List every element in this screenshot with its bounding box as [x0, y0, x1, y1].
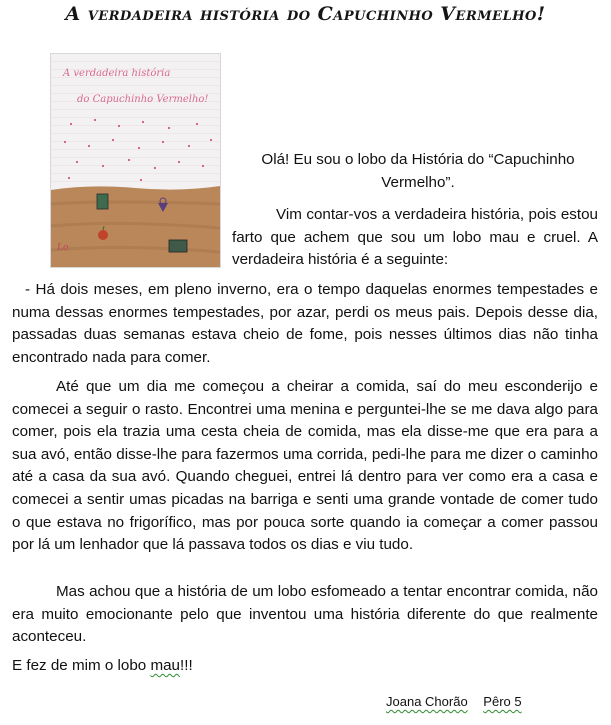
apple: [98, 230, 108, 240]
document-title: A verdadeira história do Capuchinho Vermelho!: [65, 3, 546, 25]
story-paragraph-2: Até que um dia me começou a cheirar a comida, saí do meu esconderijo e comecei a seguir o rasto. Encontrei uma menina e perguntei-lhe se me dava algo para comer, pois ela trazia uma cesta cheia de comida, mas ela disse-me que era para a sua avó, então disse-lhe para fazermos uma corrida, pedi-lhe para me dizer o caminho até a casa da sua avó. Quando cheguei, entrei lá dentro para ver como era a casa e comecei a sentir umas picadas na barriga e senti uma grande vontade de comer tudo o que estava no frigorífico, mas por pouca sorte quando ia começar a comer passou por lá um lenhador que lá passava todos os dias e viu tudo.: [12, 378, 598, 554]
drawing-caption-line-2: do Capuchinho Vermelho!: [77, 94, 209, 105]
story-paragraph-3: Mas achou que a história de um lobo esfomeado a tentar encontrar comida, não era muito emocionante pelo que inventou uma história diferente do que realmente aconteceu.: [12, 583, 598, 646]
class-label: Pêro 5: [483, 694, 522, 709]
drawing-doodle: Lo: [57, 243, 69, 253]
signature: [386, 694, 522, 709]
chest: [169, 240, 187, 252]
child-drawing-image: [50, 53, 221, 268]
intro-paragraph: Olá! Eu sou o lobo da História do “Capuchinho Vermelho”.: [261, 151, 575, 191]
closing-line: [12, 655, 598, 678]
intro-story-paragraph: Vim contar-vos a verdadeira história, pois estou farto que achem que sou um lobo mau e cruel. A verdadeira história é a seguinte:: [232, 206, 598, 269]
closing-word-misspelled: mau: [150, 657, 180, 674]
story-paragraph-1: - Há dois meses, em pleno inverno, era o tempo daquelas enormes tempestades e numa dessas enormes tempestades, por azar, perdi os meus pais. Depois desse dia, passadas duas semanas estava cheio de fome, pois nesses últimos dias não tinha encontrado nada para comer.: [12, 281, 598, 366]
closing-exclamation: !!!: [180, 657, 193, 674]
drawing-caption-line-1: A verdadeira história: [63, 68, 171, 79]
author-name: Joana Chorão: [386, 694, 468, 709]
closing-text: E fez de mim o lobo: [12, 657, 151, 674]
green-house: [97, 194, 108, 209]
